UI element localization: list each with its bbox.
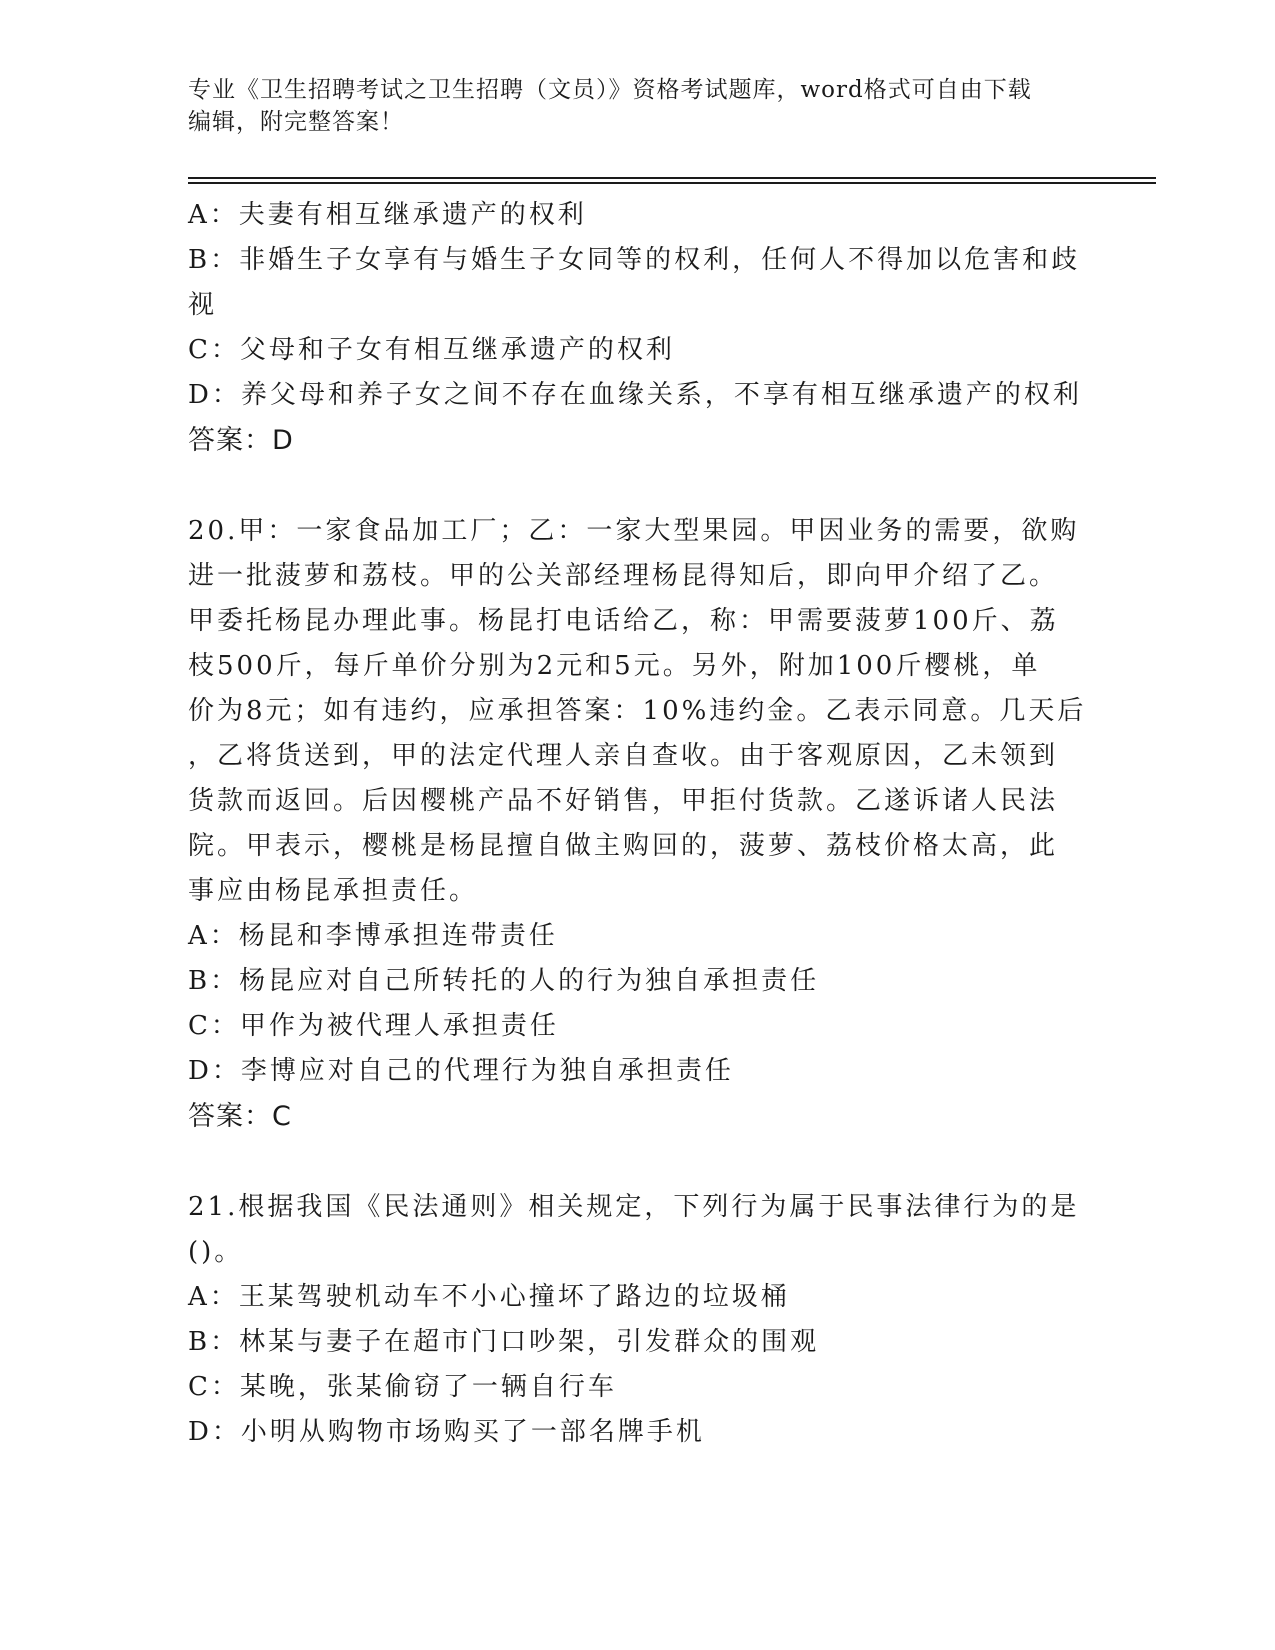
header-line-2: 编辑，附完整答案！ [188, 109, 404, 135]
q20-stem-line: 甲委托杨昆办理此事。杨昆打电话给乙，称：甲需要菠萝100斤、荔 [188, 606, 1059, 636]
q21-stem-line: 21.根据我国《民法通则》相关规定，下列行为属于民事法律行为的是 [188, 1192, 1080, 1222]
q20-option-c: C：甲作为被代理人承担责任 [188, 1011, 559, 1041]
q19-option-a: A：夫妻有相互继承遗产的权利 [188, 200, 587, 230]
q19-option-b-line-2: 视 [188, 290, 218, 320]
q20-stem-line: 枝500斤，每斤单价分别为2元和5元。另外，附加100斤樱桃，单 [188, 651, 1041, 681]
header-rule-bottom [188, 182, 1156, 184]
q20-stem-line: 事应由杨昆承担责任。 [188, 876, 479, 906]
q20-stem-line: 价为8元；如有违约，应承担答案：10%违约金。乙表示同意。几天后 [188, 696, 1087, 726]
document-body [188, 193, 1088, 1455]
document-header [188, 74, 1068, 138]
question-21 [188, 1185, 1088, 1455]
q20-stem-line: 院。甲表示，樱桃是杨昆擅自做主购回的，菠萝、荔枝价格太高，此 [188, 831, 1059, 861]
q21-option-c: C：某晚，张某偷窃了一辆自行车 [188, 1372, 617, 1402]
q21-stem-line: ()。 [188, 1237, 244, 1267]
question-19-tail [188, 193, 1088, 463]
header-rule-top [188, 177, 1156, 179]
q21-option-a: A：王某驾驶机动车不小心撞坏了路边的垃圾桶 [188, 1282, 790, 1312]
q19-option-d: D：养父母和养子女之间不存在血缘关系，不享有相互继承遗产的权利 [188, 380, 1082, 410]
q19-option-b-line-1: B：非婚生子女享有与婚生子女同等的权利，任何人不得加以危害和歧 [188, 245, 1081, 275]
spacer [188, 463, 1088, 509]
q20-stem-line: 货款而返回。后因樱桃产品不好销售，甲拒付货款。乙遂诉诸人民法 [188, 786, 1059, 816]
q20-stem-line: ，乙将货送到，甲的法定代理人亲自查收。由于客观原因，乙未领到 [188, 741, 1059, 771]
q19-answer: 答案：D [188, 425, 294, 456]
q20-option-a: A：杨昆和李博承担连带责任 [188, 921, 558, 951]
header-line-1: 专业《卫生招聘考试之卫生招聘（文员）》资格考试题库，word格式可自由下载 [188, 77, 1032, 103]
q20-answer: 答案：C [188, 1101, 292, 1132]
q21-option-b: B：林某与妻子在超市门口吵架，引发群众的围观 [188, 1327, 820, 1357]
q21-option-d: D：小明从购物市场购买了一部名牌手机 [188, 1417, 705, 1447]
q19-option-c: C：父母和子女有相互继承遗产的权利 [188, 335, 675, 365]
q20-option-d: D：李博应对自己的代理行为独自承担责任 [188, 1056, 734, 1086]
q20-stem-line: 20.甲：一家食品加工厂；乙：一家大型果园。甲因业务的需要，欲购 [188, 516, 1080, 546]
spacer [188, 1139, 1088, 1185]
question-20 [188, 509, 1088, 1139]
q20-stem-line: 进一批菠萝和荔枝。甲的公关部经理杨昆得知后，即向甲介绍了乙。 [188, 561, 1059, 591]
q20-option-b: B：杨昆应对自己所转托的人的行为独自承担责任 [188, 966, 820, 996]
